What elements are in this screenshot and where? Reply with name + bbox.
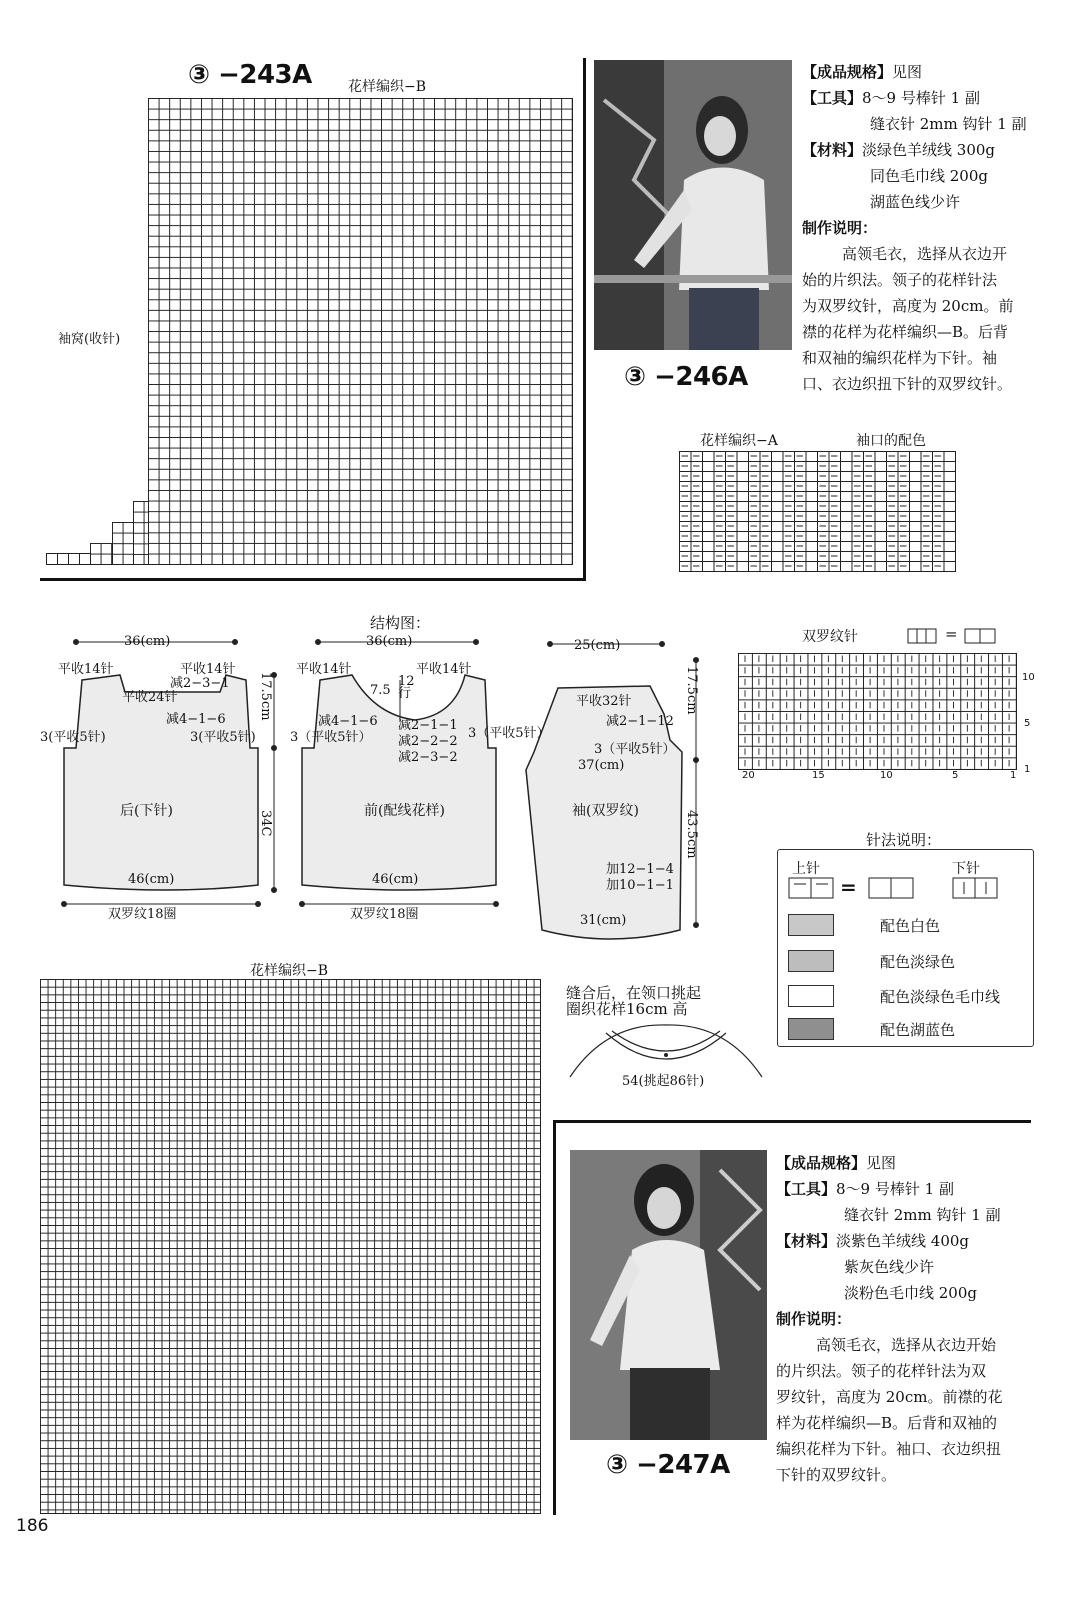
material-val-2: 紫灰色线少许 (844, 1258, 935, 1276)
tool-val-1: 8～9 号棒针 1 副 (862, 89, 980, 107)
chart-a-subtitle: 袖口的配色 (856, 433, 926, 449)
legend-item: 配色白色 (880, 917, 941, 935)
pattern-code-246a: ③ −246A (624, 362, 748, 392)
tool-val-2: 缝衣针 2mm 钩针 1 副 (844, 1206, 1001, 1224)
size-key: 【成品规格】 (776, 1154, 867, 1172)
rib-bottom-tick: 5 (952, 770, 959, 781)
chart-a-marks (679, 451, 956, 572)
legend-knit-symbols (788, 876, 1003, 902)
desc-line: 编织花样为下针。袖口、衣边织扭 (776, 1440, 1002, 1458)
front-width-top: 36(cm) (366, 634, 413, 649)
page-number: 186 (16, 1516, 49, 1536)
front-right-flat: 平收14针 (416, 662, 472, 677)
tool-val-2: 缝衣针 2mm 钩针 1 副 (870, 115, 1027, 133)
armhole-label: 袖窝(收针) (58, 332, 121, 347)
rib-bottom-tick: 20 (742, 770, 755, 781)
sleeve-flat32: 平收32针 (576, 694, 632, 709)
collar-line-2: 圈织花样16cm 高 (566, 1000, 688, 1018)
front-left-side: 3（平收5针） (290, 730, 372, 745)
specs-246a (802, 59, 1027, 397)
front-dec-b3: 减2−3−2 (398, 750, 458, 765)
front-left-flat: 平收14针 (296, 662, 352, 677)
legend-item: 配色湖蓝色 (880, 1021, 956, 1039)
material-val-3: 淡粉色毛巾线 200g (844, 1284, 978, 1302)
legend-knit-up: 上针 (792, 861, 820, 877)
desc-title: 制作说明： (776, 1310, 852, 1328)
tool-key: 【工具】 (776, 1180, 837, 1198)
desc-title: 制作说明： (802, 219, 878, 237)
rule-247a-top (553, 1120, 1031, 1123)
model-photo-246a (594, 60, 792, 350)
rib-chart-marks (738, 653, 1017, 770)
swatch-white (788, 914, 834, 936)
back-height2: 34C (258, 810, 273, 837)
rib-right-tick: 5 (1024, 718, 1031, 729)
swatch-light-green-towel (788, 985, 834, 1007)
sleeve-inc1: 加12−1−4 (606, 862, 674, 877)
desc-line: 下针的双罗纹针。 (776, 1466, 897, 1484)
legend-eq: = (840, 875, 857, 899)
legend-knit-down: 下针 (952, 861, 980, 877)
back-piece-outline (64, 675, 258, 890)
desc-line: 襟的花样为花样编织—B。后背 (802, 323, 1009, 341)
structure-title: 结构图： (370, 614, 431, 632)
swatch-lake-blue (788, 1018, 834, 1040)
front-dec-b2: 减2−2−2 (398, 734, 458, 749)
swatch-light-green (788, 950, 834, 972)
rib-bottom-tick: 15 (812, 770, 825, 781)
sleeve-height2: 43.5cm (684, 810, 699, 859)
sleeve-width-mid: 37(cm) (578, 758, 625, 773)
sleeve-width-top: 25(cm) (574, 638, 621, 653)
desc-line: 为双罗纹针，高度为 20cm。前 (802, 297, 1014, 315)
front-dec-b1: 减2−1−1 (398, 718, 458, 733)
rib-bottom-tick: 1 (1010, 770, 1017, 781)
rule-243a-right (583, 58, 586, 581)
desc-line: 始的片织法。领子的花样针法 (802, 271, 998, 289)
front-width-bottom: 46(cm) (372, 872, 419, 887)
pattern-code-247a: ③ −247A (606, 1450, 730, 1480)
desc-line: 高领毛衣，选择从衣边开始 (816, 1336, 997, 1354)
front-rib: 双罗纹18圈 (350, 907, 419, 922)
rib-chart-title: 双罗纹针 (802, 629, 858, 645)
model-photo-247a (570, 1150, 767, 1440)
sleeve-inc2: 加10−1−1 (606, 878, 674, 893)
chart-a-title: 花样编织−A (700, 433, 778, 449)
material-key: 【材料】 (802, 141, 863, 159)
material-key: 【材料】 (776, 1232, 837, 1250)
back-flat24: 平收24针 (122, 690, 178, 705)
desc-line: 高领毛衣，选择从衣边开 (842, 245, 1008, 263)
front-rows: 12行 (398, 674, 415, 701)
size-val: 见图 (866, 1154, 897, 1172)
legend-title: 针法说明： (866, 831, 942, 849)
legend-item: 配色淡绿色 (880, 953, 956, 971)
sleeve-dec: 减2−1−12 (606, 714, 674, 729)
front-right-side: 3（平收5针） (468, 726, 550, 741)
desc-line: 罗纹针，高度为 20cm。前襟的花 (776, 1388, 1003, 1406)
back-right-side: 3(平收5针) (190, 730, 256, 745)
sleeve-name: 袖(双罗纹) (572, 803, 639, 819)
back-name: 后(下针) (120, 803, 173, 819)
material-val-2: 同色毛巾线 200g (870, 167, 989, 185)
specs-247a (776, 1150, 1002, 1488)
collar-line-1: 缝合后，在领口挑起 (566, 984, 702, 1002)
back-dec1: 减2−3−1 (170, 676, 230, 691)
sleeve-width-bottom: 31(cm) (580, 913, 627, 928)
material-val-3: 湖蓝色线少许 (870, 193, 961, 211)
material-val-1: 淡绿色羊绒线 300g (862, 141, 996, 159)
size-val: 见图 (892, 63, 923, 81)
back-right-flat: 平收14针 (180, 662, 236, 677)
rib-right-tick: 1 (1024, 764, 1031, 775)
collar-bottom: 54(挑起86针) (622, 1074, 705, 1089)
front-dec-a: 减4−1−6 (318, 714, 378, 729)
legend-item: 配色淡绿色毛巾线 (880, 988, 1001, 1006)
back-dec2: 减4−1−6 (166, 712, 226, 727)
tool-key: 【工具】 (802, 89, 863, 107)
front-depth: 7.5 (370, 683, 391, 698)
size-key: 【成品规格】 (802, 63, 893, 81)
rule-243a-bottom (40, 578, 586, 581)
back-height1: 17.5cm (258, 672, 273, 721)
chart-b-big-grid (40, 979, 541, 1514)
front-piece-outline (302, 675, 496, 890)
desc-line: 口、衣边织扭下针的双罗纹针。 (802, 375, 1013, 393)
pattern-code-243a: ③ −243A (188, 60, 312, 90)
tool-val-1: 8～9 号棒针 1 副 (836, 1180, 954, 1198)
chart-b-big-title: 花样编织−B (250, 963, 329, 979)
chart-b-title-top: 花样编织−B (348, 79, 427, 95)
rib-bottom-tick: 10 (880, 770, 893, 781)
front-name: 前(配线花样) (364, 803, 445, 819)
back-rib: 双罗纹18圈 (108, 907, 177, 922)
back-width-bottom: 46(cm) (128, 872, 175, 887)
back-left-flat: 平收14针 (58, 662, 114, 677)
desc-line: 和双袖的编织花样为下针。袖 (802, 349, 998, 367)
rib-eq: = (945, 625, 958, 643)
sleeve-height1: 17.5cm (684, 666, 699, 715)
rule-247a-left (553, 1120, 556, 1515)
sleeve-side: 3（平收5针） (594, 742, 676, 757)
desc-line: 的片织法。领子的花样针法为双 (776, 1362, 987, 1380)
back-left-side: 3(平收5针) (40, 730, 106, 745)
rib-right-tick: 10 (1022, 672, 1035, 683)
material-val-1: 淡紫色羊绒线 400g (836, 1232, 970, 1250)
back-width-top: 36(cm) (124, 634, 171, 649)
desc-line: 样为花样编织—B。后背和双袖的 (776, 1414, 998, 1432)
